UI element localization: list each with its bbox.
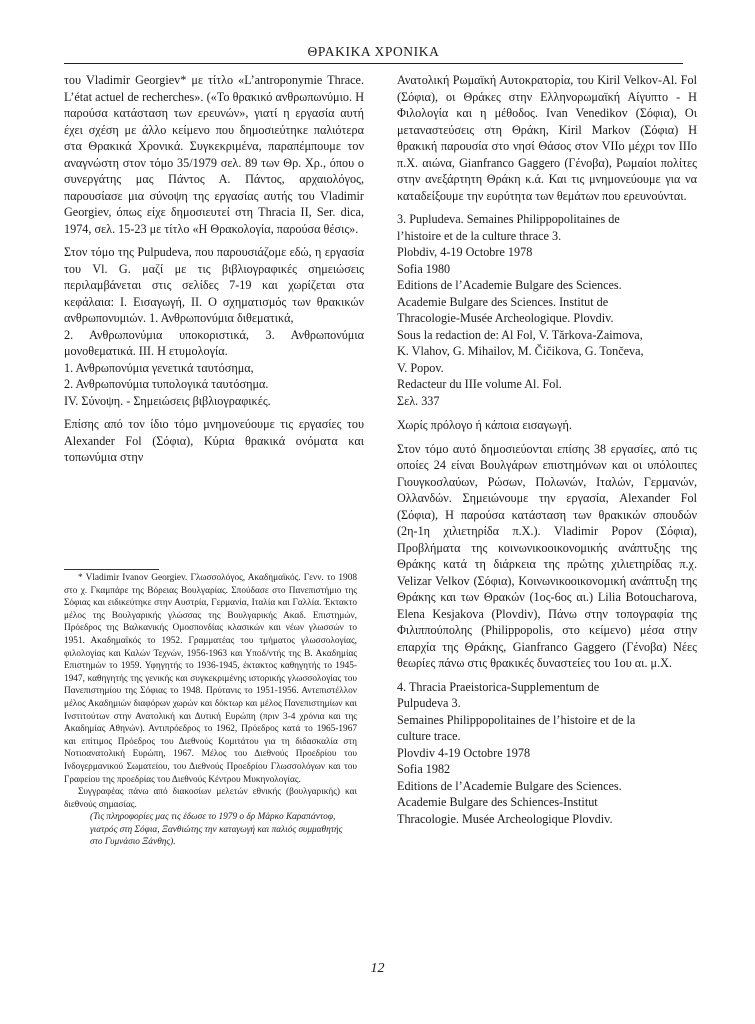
- entry-line: culture trace.: [397, 729, 461, 743]
- entry-line: Redacteur du IIIe volume Al. Fol.: [397, 377, 562, 391]
- right-paragraph: Στον τόμο αυτό δημοσιεύονται επίσης 38 εργασίες, από τις οποίες 24 είναι Βουλγάρων επιστημόνων και οι υπόλοιπες Γιουγκοσλαύων, Ρώσων, Πολωνών, Ιταλών, Γερμανών, Ολλανδών. Σημειώνουμε την εργασία, Alexander Fol (Σόφια), Η παρούσα κατάσταση των θρακικών σπουδών (2η-1η χιλιετηρίδα π.Χ.). Vladimir Popov (Σόφια), Προβλήματα της κοινωνικοοικονομικής ανάπτυξης της Θράκης κατά τη διάρκεια της πρώτης χιλιετηρίδας π.χ. Velizar Velkov (Σόφια), Κοινωνικοοικονομική ανάπτυξη της Θράκης και των Θρακών (1ος-6ος αι.) Lilia Botoucharova, Elena Kesjakova (Plovdiv), Πάνω στην τοπογραφία της Φιλιππούπολης (Philippopolis, στο κείμενο) μέσα στην επαρχία της Θράκης, Gianfranco Gaggero (Γένοβα) Νέες θεωρίες πάνω στις θρακικές δυναστείες του 1ου αι. μ.Χ.: [397, 441, 697, 670]
- left-column: [64, 72, 364, 473]
- bibliography-entry-3: [397, 211, 697, 409]
- entry-line: Sous la redaction de: Al Fol, V. Tărkova-Zaimova,: [397, 327, 643, 342]
- entry-line: Semaines Philippopolitaines de l’histoire et de la: [397, 712, 636, 727]
- entry-line: 3. Pupludeva. Semaines Philippopolitaines de: [397, 212, 620, 226]
- footnote: [64, 572, 357, 849]
- entry-line: Thracologie. Musée Archeologique Plovdiv.: [397, 811, 613, 826]
- entry-line: Editions de l’Academie Bulgare des Sciences.: [397, 278, 622, 292]
- entry-line: Editions de l’Academie Bulgare des Sciences.: [397, 778, 622, 793]
- entry-line: 4. Thracia Praeistorica-Supplementum de: [397, 679, 600, 694]
- entry-line: Σελ. 337: [397, 393, 440, 408]
- entry-line: V. Popov.: [397, 360, 444, 375]
- right-paragraph: Ανατολική Ρωμαϊκή Αυτοκρατορία, του Kiril Velkov-Al. Fol (Σόφια), οι Θράκες στην Ελληνορωμαϊκή Αίγυπτο - Η Φιλολογία και η μέθοδος. Ivan Venedikov (Σόφια), Οι μεταναστεύσεις στη Θράκη, Kiril Markov (Σόφια) Η θρακική παρουσία στο νησί Θάσος στον VIIο μέχρι τον IIIο π.Χ. αιώνα, Gianfranco Gaggero (Γένοβα), Ρωμαίοι πολίτες στην ανεξάρτητη Θράκη κ.ά. Και τις μνημονεύουμε για να καταδείξουμε την ευρύτητα των θεμάτων που ερευνούνται.: [397, 73, 697, 203]
- entry-line: Pulpudeva 3.: [397, 696, 461, 710]
- entry-line: Thracologie-Musée Archeologique. Plovdiv.: [397, 311, 614, 325]
- entry-line: Plovdiv 4-19 Octobre 1978: [397, 745, 531, 760]
- bibliography-entry-4: [397, 679, 697, 828]
- left-paragraph: Στον τόμο της Pulpudeva, που παρουσιάζομε εδώ, η εργασία του Vl. G. μαζί με τις βιβλιογραφικές σημειώσεις περιλαμβάνεται στις σελίδες 7-19 και χωρίζεται στα κεφάλαια: I. Εισαγωγή, II. Ο σχηματισμός των θρακικών ανθρωπονυμιών. 1. Ανθρωπονύμια διθεματικά, 2. Ανθρωπονύμια υποκοριστικά, 3. Ανθρωπονύμια μονοθεματικά. III. Η ετυμολογία. 1. Ανθρωπονύμια γενετικά ταυτόσημα, 2. Ανθρωπονύμια τυπολογικά ταυτόσημα. IV. Σύνοψη. - Σημειώσεις βιβλιογραφικές.: [64, 245, 364, 408]
- running-header: ΘΡΑΚΙΚΑ ΧΡΟΝΙΚΑ: [307, 44, 440, 59]
- entry-line: Academie Bulgare des Sciences. Institut de: [397, 294, 609, 309]
- entry-line: Sofia 1982: [397, 762, 451, 776]
- entry-line: l’histoire et de la culture thrace 3.: [397, 228, 562, 243]
- header-rule: [64, 63, 683, 64]
- right-paragraph: Χωρίς πρόλογο ή κάποια εισαγωγή.: [397, 418, 572, 432]
- entry-line: Sofia 1980: [397, 261, 451, 276]
- right-column: [397, 72, 697, 835]
- left-paragraph: Επίσης από τον ίδιο τόμο μνημονεύουμε τις εργασίες του Alexander Fol (Σόφια), Κύρια θρακικά ονόματα και τοπωνύμια στην: [64, 417, 364, 464]
- entry-line: Plobdiv, 4-19 Octobre 1978: [397, 245, 533, 259]
- page-number: 12: [370, 961, 385, 976]
- left-paragraph: του Vladimir Georgiev* με τίτλο «L’antroponymie Thrace. L’état actuel de recherches». («Το θρακικό ανθρωπωνύμιο. Η παρούσα κατάσταση των ερευνών», γιατί η εργασία αυτή έχει σχέση με άλλο κείμενο που δημοσιεύτηκε παλιότερα στα Θρακικά Χρονικά. Συγκεκριμένα, παραπέμπουμε τον αναγνώστη στον τόμο 35/1979 σελ. 89 των Θρ. Χρ., όπου ο συνεργάτης μας Πάντος Α. Πάντος, αρχαιολόγος, παρουσίασε μια σύνοψη της εργασίας αυτής του Vladimir Georgiev, όπως είχε δημοσιευτεί στη Thracia II, Ser. dica, 1974, σελ. 15-23 με τίτλο «Η Θρακολογία, παρούσα θέσις».: [64, 73, 364, 236]
- footnote-paragraph: * Vladimir Ivanov Georgiev. Γλωσσολόγος, Ακαδημαϊκός. Γενν. το 1908 στο χ. Γκαμπάρε της Βόρειας Βουλγαρίας. Σπούδασε στο Πανεπιστήμιο της Σόφιας και ειδικεύτηκε στην Αυστρία, Γερμανία, Ιταλία και Γαλλία. Έκτακτο μέλος της Βουλγαρικής γλώσσας της Βουλγαρικής Ακαδ. Επιστημών, Πρόεδρος της Βαλκανικής Ομοσπονδίας κλασικών και νέων γλωσσών το 1951. Ακαδημαϊκός το 1952. Γραμματέας του τμήματος γλωσσολογίας, φιλολογίας και Καλών Τεχνών, 1956-1963 και Υποδ/ντής της Β. Ακαδημίας Επιστημών το 1959. Υφηγητής το 1936-1945, έκτακτος καθηγητής το 1945-1947, καθηγητής της γενικής και συγκεκριμένης ιστορικής γλωσσολογίας του Πανεπιστημίου της Σόφιας το 1948. Πρύτανις το 1951-1956. Αντεπιστέλλον μέλος Ακαδημιών διαφόρων χωρών και δόκτωρ και μέλος Πανεπιστημίων και Ινστιτούτων στην Ανατολική και Δυτική Ευρώπη (πριν 3-4 χρόνια και της Ακαδημίας Αθηνών). Αντιπρόεδρος το 1962, Πρόεδρος κατά το 1965-1967 και επίτιμος Πρόεδρος του Διεθνούς Κομιτάτου για τη διδασκαλία στη Νοτιοανατολική Ευρώπη, 1967. Μέλος του Διεθνούς Προεδρίου του Ινδογερμανικού Σωματείου, του Διεθνούς Προεδρίου Γλωσσολόγων και του Γραφείου της προεδρίας του Διεθνούς Κέντρου Μυκηνολογίας.: [64, 573, 357, 785]
- entry-line: Academie Bulgare des Schiences-Institut: [397, 795, 598, 809]
- footnote-paragraph: Συγγραφέας πάνω από διακοσίων μελετών εθνικής (βουλγαρικής) και διεθνούς σημασίας.: [64, 787, 357, 810]
- footnote-rule: [64, 569, 159, 570]
- entry-line: K. Vlahov, G. Mihailov, M. Čičikova, G. Tončeva,: [397, 344, 644, 358]
- footnote-source-note: (Τις πληροφορίες μας τις έδωσε το 1979 ο δρ Μάρκο Καραπάντοφ, γιατρός στη Σόφια, Ξανθιώτης την καταγωγή και παλιός συμμαθητής στο Γυμνάσιο Ξάνθης).: [90, 812, 343, 848]
